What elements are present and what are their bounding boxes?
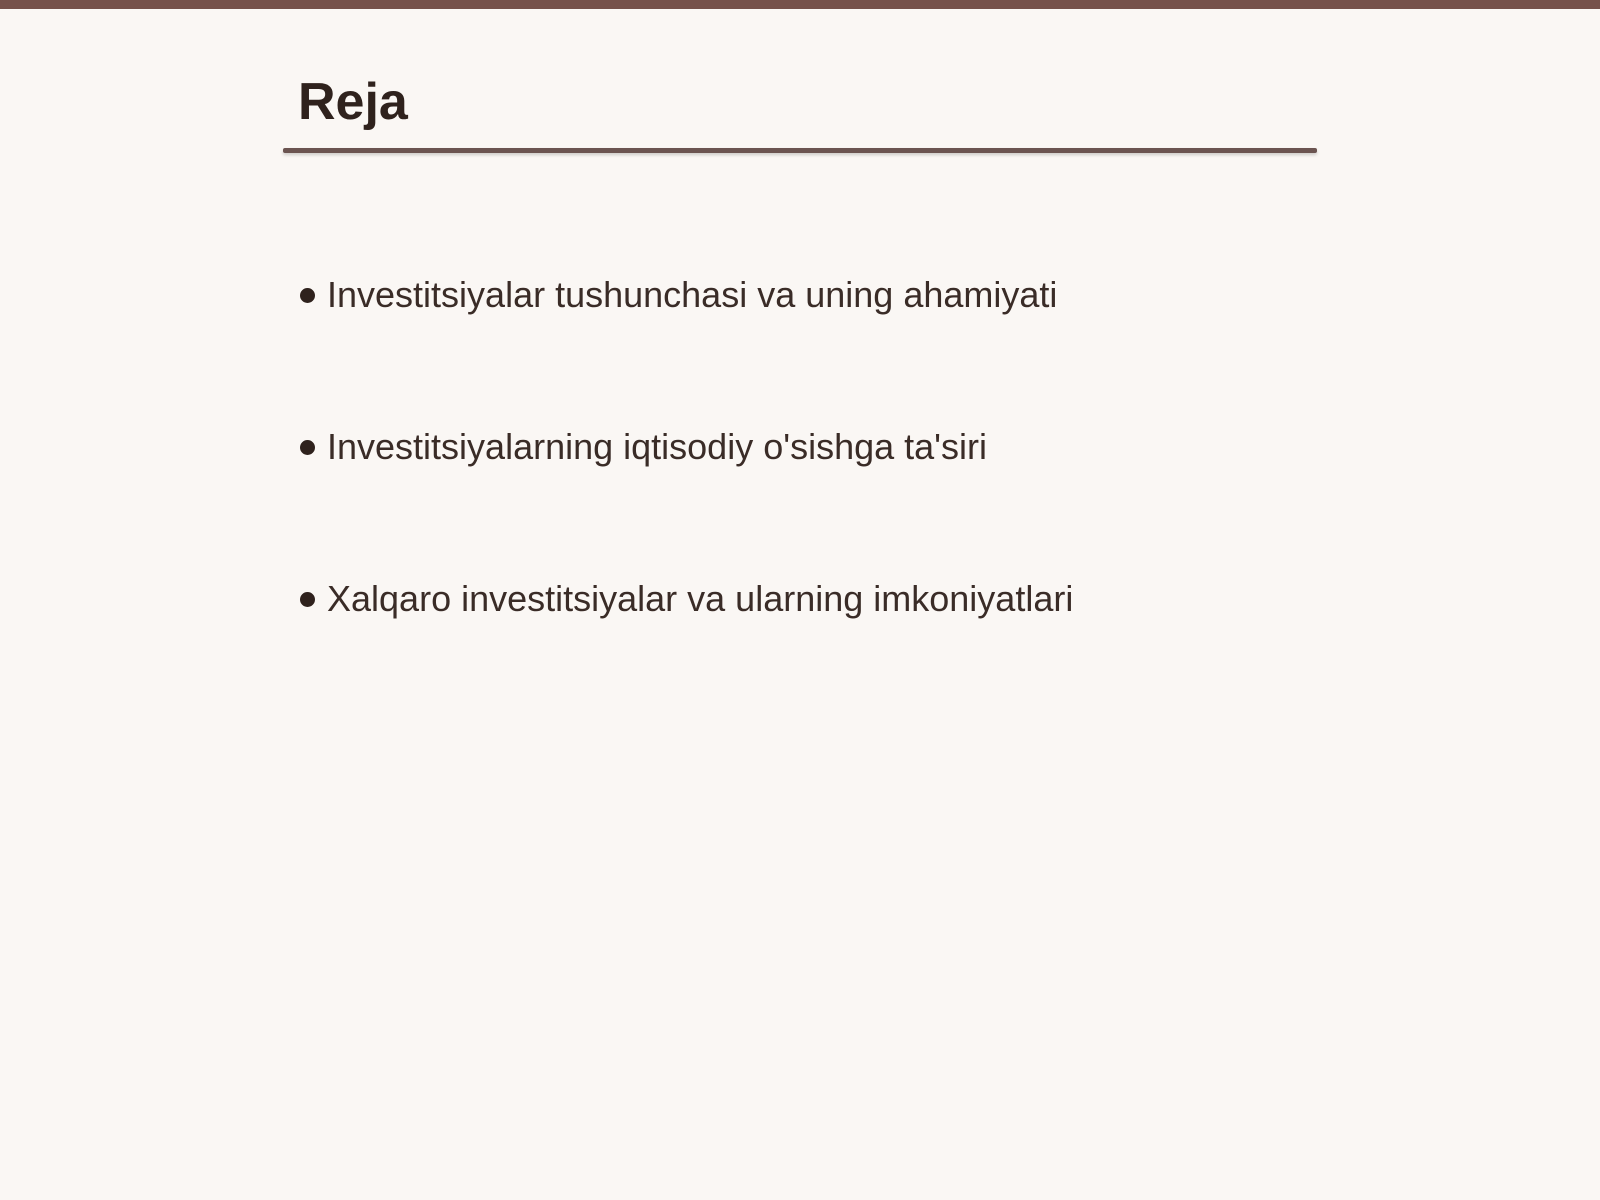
slide-title: Reja bbox=[298, 73, 408, 131]
bullet-text: Investitsiyalarning iqtisodiy o'sishga ta'siri bbox=[327, 426, 988, 467]
top-accent-bar bbox=[0, 0, 1600, 9]
bullet-dot-icon bbox=[300, 288, 315, 303]
bullet-text: Investitsiyalar tushunchasi va uning ahamiyati bbox=[327, 274, 1058, 315]
bullet-item bbox=[300, 422, 1073, 574]
bullet-dot-icon bbox=[300, 592, 315, 607]
bullet-text: Xalqaro investitsiyalar va ularning imkoniyatlari bbox=[327, 578, 1074, 619]
bullet-item bbox=[300, 270, 1073, 422]
title-underline bbox=[283, 148, 1317, 153]
bullet-list bbox=[300, 270, 1073, 726]
bullet-dot-icon bbox=[300, 440, 315, 455]
bullet-item bbox=[300, 574, 1073, 726]
